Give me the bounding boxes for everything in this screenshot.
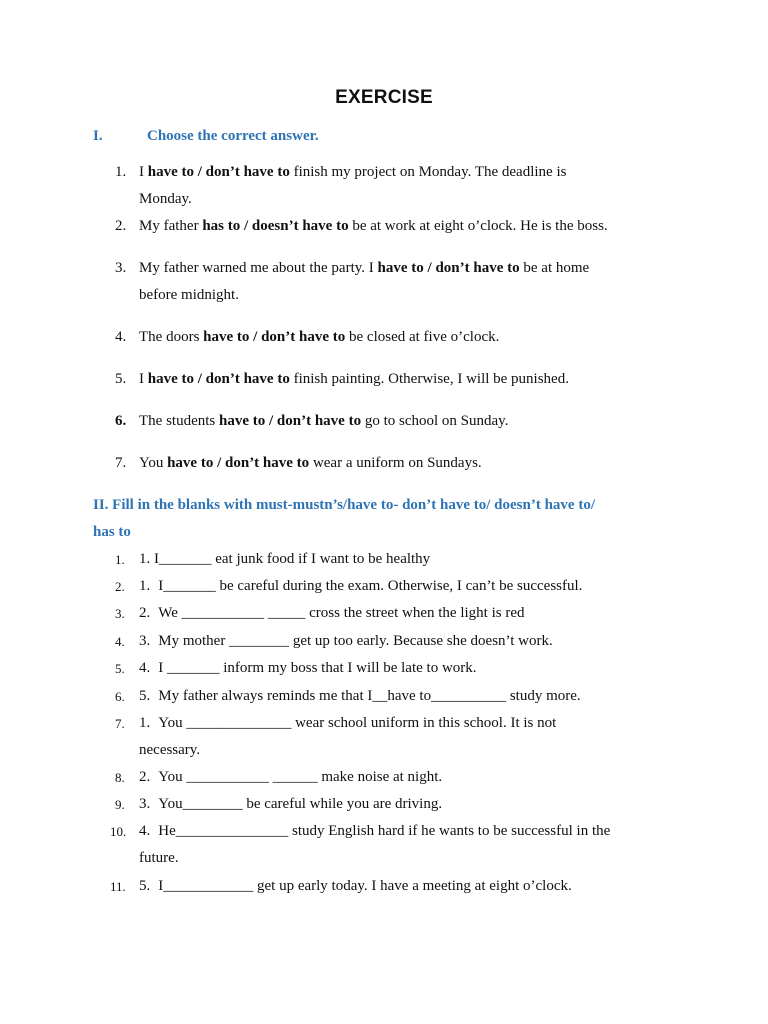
item-number: 3. xyxy=(115,260,127,276)
list-item: 4. The doors have to / don’t have to be closed at five o’clock. xyxy=(115,324,675,351)
section-1-number: I. xyxy=(93,128,103,144)
section-2-title-line2: has to xyxy=(93,524,131,540)
section-2-title-line1: II. Fill in the blanks with must-mustn’s/have to- don’t have to/ doesn’t have to/ xyxy=(93,497,595,513)
list-item: 10. 4. He_______________ study English hard if he wants to be successful in the future. xyxy=(115,818,675,872)
list-item: 1. 1. I_______ eat junk food if I want to be healthy xyxy=(115,546,675,573)
list-item: 5. I have to / don’t have to finish painting. Otherwise, I will be punished. xyxy=(115,366,675,393)
answer-options: have to / don’t have to xyxy=(147,371,290,387)
section-1-heading xyxy=(93,123,319,150)
item-number: 5. xyxy=(115,661,125,676)
list-item: 6. 5. My father always reminds me that I__have to__________ study more. xyxy=(115,683,675,710)
item-number: 11. xyxy=(110,879,126,894)
answer-options: have to / don’t have to xyxy=(203,329,346,345)
list-item: 3. My father warned me about the party. I have to / don’t have to be at home before midnight. xyxy=(115,255,675,309)
item-number: 4. xyxy=(115,634,125,649)
answer-options: have to / don’t have to xyxy=(377,260,520,276)
list-item: 2. 1. I_______ be careful during the exam. Otherwise, I can’t be successful. xyxy=(115,573,675,600)
list-item: 7. You have to / don’t have to wear a uniform on Sundays. xyxy=(115,450,675,477)
list-item: 4. 3. My mother ________ get up too early. Because she doesn’t work. xyxy=(115,628,675,655)
answer-options: have to / don’t have to xyxy=(219,413,362,429)
item-number: 8. xyxy=(115,770,125,785)
list-item: 7. 1. You ______________ wear school uniform in this school. It is not necessary. xyxy=(115,710,675,764)
list-item: 11. 5. I____________ get up early today. I have a meeting at eight o’clock. xyxy=(115,873,675,900)
item-number: 2. xyxy=(115,579,125,594)
item-number: 2. xyxy=(115,218,127,234)
item-number: 6. xyxy=(115,413,127,429)
list-item: 1. I have to / don’t have to finish my project on Monday. The deadline is Monday. xyxy=(115,159,675,213)
item-number: 1. xyxy=(115,552,125,567)
answer-options: have to / don’t have to xyxy=(147,164,290,180)
list-item: 6. The students have to / don’t have to go to school on Sunday. xyxy=(115,408,675,435)
list-item: 2. My father has to / doesn’t have to be at work at eight o’clock. He is the boss. xyxy=(115,213,675,240)
section-2-heading xyxy=(93,492,693,546)
section-1-title: Choose the correct answer. xyxy=(147,128,319,144)
item-number: 9. xyxy=(115,797,125,812)
item-number: 10. xyxy=(110,824,127,839)
list-item: 8. 2. You ___________ ______ make noise at night. xyxy=(115,764,675,791)
item-number: 6. xyxy=(115,689,125,704)
list-item: 9. 3. You________ be careful while you are driving. xyxy=(115,791,675,818)
answer-options: has to / doesn’t have to xyxy=(202,218,349,234)
list-item: 5. 4. I _______ inform my boss that I will be late to work. xyxy=(115,655,675,682)
item-number: 4. xyxy=(115,329,127,345)
item-number: 3. xyxy=(115,606,125,621)
item-number: 7. xyxy=(115,716,125,731)
page-title: EXERCISE xyxy=(335,87,433,108)
item-number: 7. xyxy=(115,455,127,471)
list-item: 3. 2. We ___________ _____ cross the street when the light is red xyxy=(115,600,675,627)
answer-options: have to / don’t have to xyxy=(167,455,310,471)
item-number: 5. xyxy=(115,371,127,387)
item-number: 1. xyxy=(115,164,127,180)
